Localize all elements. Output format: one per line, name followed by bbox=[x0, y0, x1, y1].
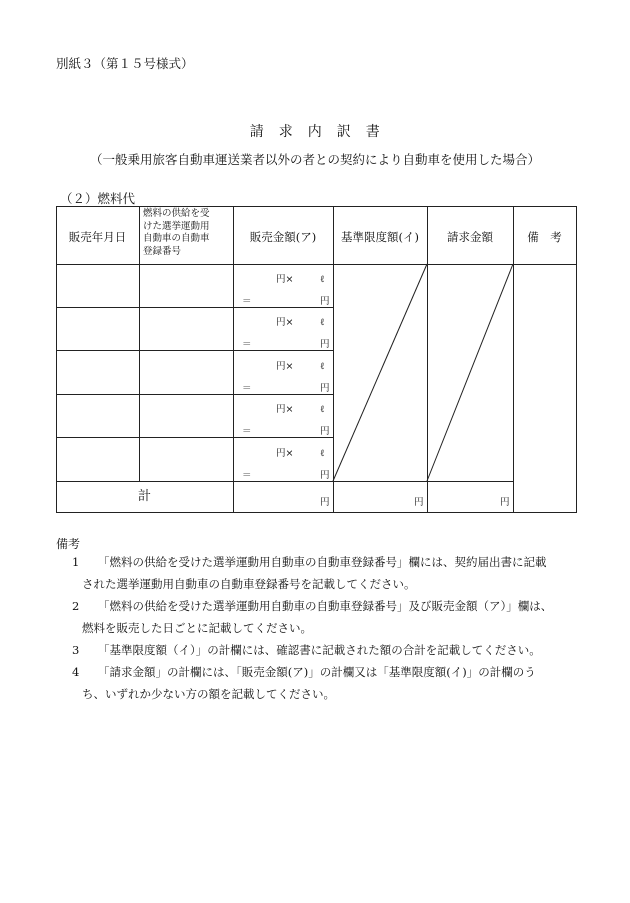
row-yen: 円 bbox=[320, 383, 330, 394]
header-line: 登録番号 bbox=[143, 245, 182, 257]
row-liter: ℓ bbox=[320, 404, 325, 415]
row-equals: ＝ bbox=[242, 426, 252, 437]
section-heading: （２）燃料代 bbox=[60, 191, 136, 206]
total-label: 計 bbox=[137, 489, 151, 504]
header-claim-amount: 請求金額 bbox=[447, 230, 493, 244]
note-number: 2 bbox=[72, 599, 80, 613]
row-liter: ℓ bbox=[320, 448, 325, 459]
note-item bbox=[72, 639, 541, 661]
row-yen-times: 円× bbox=[276, 448, 294, 459]
row-equals: ＝ bbox=[242, 470, 252, 481]
row-liter: ℓ bbox=[320, 274, 325, 285]
row-yen-times: 円× bbox=[276, 404, 294, 415]
note-item bbox=[72, 595, 552, 617]
row-yen: 円 bbox=[320, 339, 330, 350]
row-liter: ℓ bbox=[320, 317, 325, 328]
diagonal-line bbox=[427, 264, 513, 481]
row-yen-times: 円× bbox=[276, 361, 294, 372]
row-yen: 円 bbox=[320, 470, 330, 481]
row-equals: ＝ bbox=[242, 339, 252, 350]
note-text: 「基準限度額（イ）」の計欄には、確認書に記載された額の合計を記載してください。 bbox=[98, 643, 541, 657]
note-number: 1 bbox=[72, 555, 80, 569]
note-item bbox=[72, 661, 536, 683]
document-title: 請 求 内 訳 書 bbox=[249, 124, 381, 140]
note-text: 「燃料の供給を受けた選挙運動用自動車の自動車登録番号」欄には、契約届出書に記載 bbox=[98, 555, 547, 569]
note-text: 「請求金額」の計欄には、「販売金額(ア)」の計欄又は「基準限度額(イ)」の計欄のう bbox=[98, 665, 536, 679]
total-claim-yen: 円 bbox=[500, 497, 510, 508]
diagonal-line bbox=[333, 264, 427, 481]
document-subtitle: （一般乗用旅客自動車運送業者以外の者との契約により自動車を使用した場合） bbox=[89, 152, 540, 167]
note-item bbox=[72, 551, 547, 573]
header-remarks: 備 考 bbox=[527, 230, 562, 244]
total-limit-yen: 円 bbox=[414, 497, 424, 508]
header-line: 燃料の供給を受 bbox=[143, 208, 210, 219]
form-number: 別紙３（第１５号様式） bbox=[56, 56, 194, 71]
notes-title: 備考 bbox=[56, 537, 81, 551]
header-line: 自動車の自動車 bbox=[143, 233, 210, 244]
note-number: 4 bbox=[72, 665, 80, 679]
row-yen: 円 bbox=[320, 426, 330, 437]
total-sales-yen: 円 bbox=[320, 497, 330, 508]
header-registration-number bbox=[143, 208, 210, 258]
row-equals: ＝ bbox=[242, 383, 252, 394]
header-line: けた選挙運動用 bbox=[143, 220, 210, 232]
note-continuation: された選挙運動用自動車の自動車登録番号を記載してください。 bbox=[82, 577, 416, 591]
row-liter: ℓ bbox=[320, 361, 325, 372]
row-yen-times: 円× bbox=[276, 317, 294, 328]
row-yen: 円 bbox=[320, 296, 330, 307]
row-equals: ＝ bbox=[242, 296, 252, 307]
header-sale-date: 販売年月日 bbox=[68, 230, 127, 244]
note-continuation: 燃料を販売した日ごとに記載してください。 bbox=[82, 621, 312, 635]
row-yen-times: 円× bbox=[276, 274, 294, 285]
header-sales-amount: 販売金額(ア) bbox=[249, 230, 317, 244]
note-text: 「燃料の供給を受けた選挙運動用自動車の自動車登録番号」及び販売金額（ア）」欄は、 bbox=[98, 599, 553, 613]
note-number: 3 bbox=[72, 643, 80, 657]
header-standard-limit: 基準限度額(イ) bbox=[341, 230, 419, 244]
note-continuation: ち、いずれか少ない方の額を記載してください。 bbox=[82, 687, 335, 701]
